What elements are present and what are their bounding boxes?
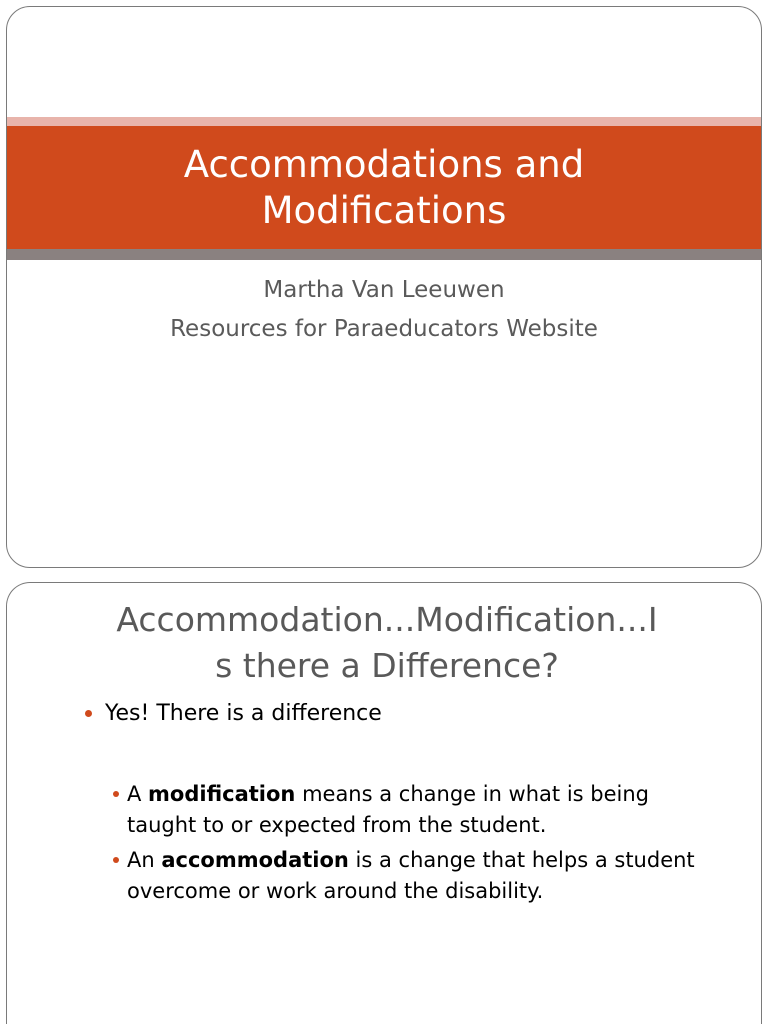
author-name: Martha Van Leeuwen (263, 277, 505, 303)
bullet-term: accommodation (161, 848, 349, 872)
bullet-prefix: A (127, 782, 149, 806)
source-name: Resources for Paraeducators Website (170, 316, 598, 342)
bullet-modification (113, 779, 723, 841)
slide-2-title-line-2: s there a Difference? (215, 646, 559, 685)
bullet-prefix: An (127, 848, 162, 872)
title-band-bottom-stripe (7, 249, 761, 260)
slide-1-title-line-2: Modifications (261, 188, 507, 232)
slide-1-title (104, 142, 664, 234)
title-band (7, 126, 761, 249)
bullet-main (85, 701, 382, 726)
bullet-main-text: Yes! There is a difference (105, 701, 382, 726)
slide-1 (6, 6, 762, 568)
bullet-rest: means a change in what is being taught to or expected from the student. (127, 782, 649, 837)
bullet-term: modification (148, 782, 296, 806)
bullet-dot-icon (85, 710, 92, 717)
bullet-dot-icon (113, 857, 119, 863)
slide-2 (6, 582, 762, 1024)
bullet-dot-icon (113, 791, 119, 797)
slide-1-title-line-1: Accommodations and (183, 142, 585, 186)
bullet-accommodation (113, 845, 723, 907)
slide-2-title-line-1: Accommodation...Modification...I (116, 600, 658, 639)
bullet-modification-text (127, 779, 723, 841)
bullet-rest: is a change that helps a student overcome or work around the disability. (127, 848, 695, 903)
slide-2-title (67, 597, 707, 689)
title-band-top-stripe (7, 117, 761, 126)
bullet-accommodation-text (127, 845, 723, 907)
